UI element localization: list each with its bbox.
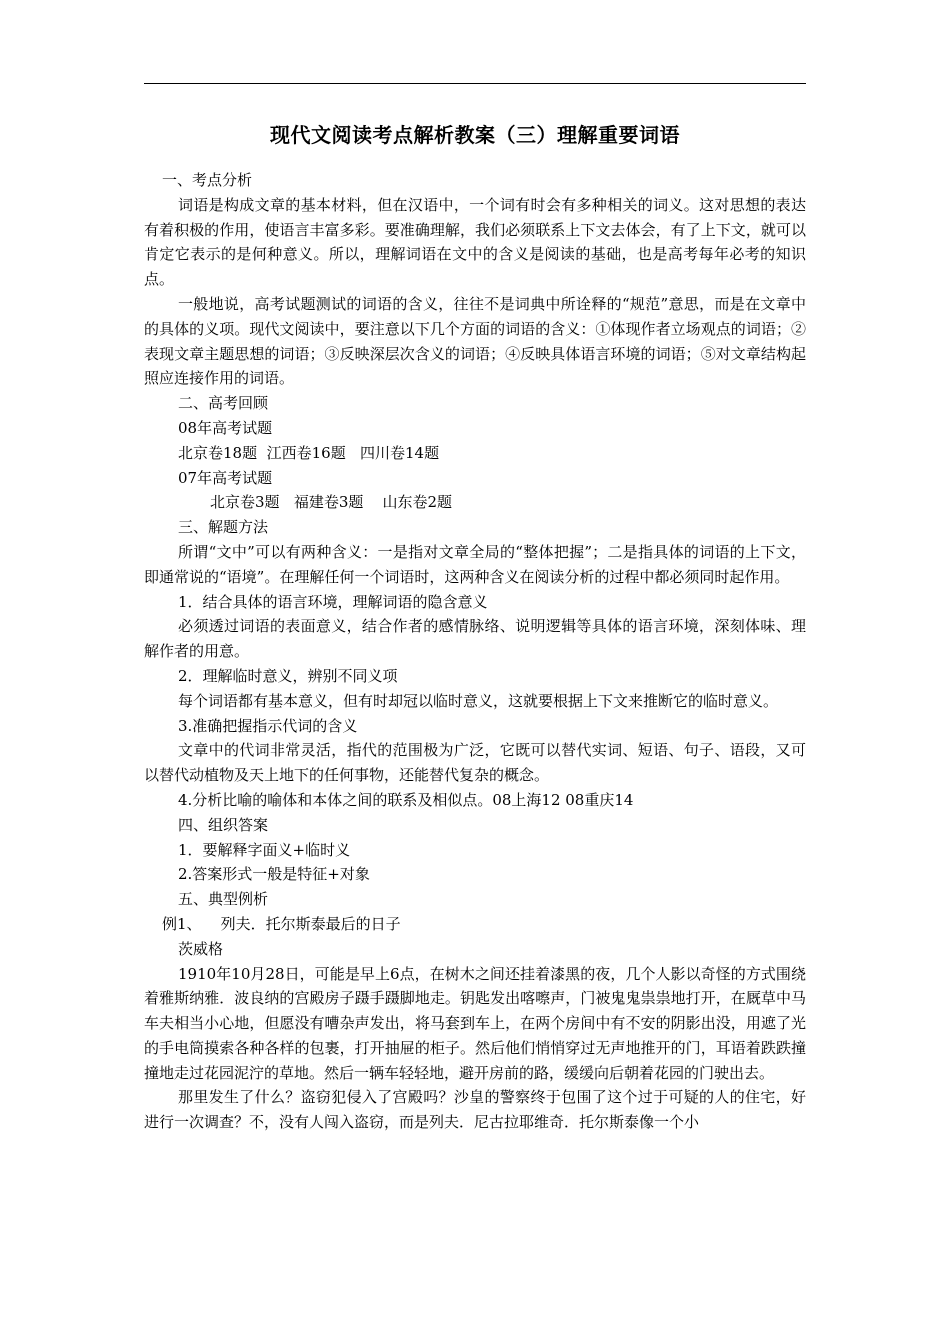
paragraph: 那里发生了什么？盗窃犯侵入了宫殿吗？沙皇的警察终于包围了这个过于可疑的人的住宅，好进行一次调查？不，没有人闯入盗窃，而是列夫．尼古拉耶维奇．托尔斯泰像一个小 — [144, 1088, 806, 1132]
paragraph: 文章中的代词非常灵活，指代的范围极为广泛，它既可以替代实词、短语、句子、语段，又可以替代动植物及天上地下的任何事物，还能替代复杂的概念。 — [144, 741, 806, 785]
section-heading-answer: 四、组织答案 — [178, 815, 269, 834]
paragraph: 所谓“文中”可以有两种含义：一是指对文章全局的“整体把握”；二是指具体的词语的上下文，即通常说的“语境”。在理解任何一个词语时，这两种含义在阅读分析的过程中都必须同时起作用。 — [144, 542, 806, 586]
paragraph: 必须透过词语的表面意义，结合作者的感情脉络、说明逻辑等具体的语言环境，深刻体味、理解作者的用意。 — [144, 617, 806, 661]
list-item: 2.答案形式一般是特征+对象 — [178, 865, 370, 884]
list-item: 08年高考试题 — [178, 418, 273, 437]
paragraph: 一般地说，高考试题测试的词语的含义，往往不是词典中所诠释的“规范”意思，而是在文章中的具体的义项。现代文阅读中，要注意以下几个方面的词语的含义：①体现作者立场观点的词语；②表现文章主题思想的词语；③反映深层次含义的词语；④反映具体语言环境的词语；⑤对文章结构起照应连接作用的词语。 — [144, 294, 806, 388]
section-heading-example: 五、典型例析 — [178, 890, 269, 909]
list-item: 北京卷18题 江西卷16题 四川卷14题 — [178, 443, 440, 462]
method-heading: 2．理解临时意义，辨别不同义项 — [178, 666, 398, 685]
example-title: 例1、 列夫．托尔斯泰最后的日子 — [162, 914, 401, 933]
document-body — [144, 120, 806, 1135]
section-heading-review: 二、高考回顾 — [178, 394, 269, 413]
header-rule — [144, 83, 806, 84]
paragraph: 1910年10月28日，可能是早上6点，在树木之间还挂着漆黑的夜，几个人影以奇怪的方式围绕着雅斯纳雅．波良纳的宫殿房子蹑手蹑脚地走。钥匙发出喀嚓声，门被鬼鬼祟祟地打开，在厩草中马车夫相当小心地，但愿没有嘈杂声发出，将马套到车上，在两个房间中有不安的阴影出没，用遮了光的手电筒摸索各种各样的包裹，打开抽屉的柜子。然后他们悄悄穿过无声地推开的门，耳语着跌跌撞撞地走过花园泥泞的草地。然后一辆车轻轻地，避开房前的路，缓缓向后朝着花园的门驶出去。 — [144, 964, 806, 1082]
method-heading: 1．结合具体的语言环境，理解词语的隐含意义 — [178, 592, 488, 611]
page-title: 现代文阅读考点解析教案（三）理解重要词语 — [270, 123, 680, 147]
example-author: 茨威格 — [178, 939, 224, 958]
section-heading-analysis: 一、考点分析 — [162, 171, 253, 189]
section-heading-method: 三、解题方法 — [178, 518, 269, 537]
list-item: 北京卷3题 福建卷3题 山东卷2题 — [210, 493, 453, 512]
method-heading: 3.准确把握指示代词的含义 — [178, 716, 358, 735]
method-heading: 4.分析比喻的喻体和本体之间的联系及相似点。08上海12 08重庆14 — [178, 790, 634, 809]
paragraph: 每个词语都有基本意义，但有时却冠以临时意义，这就要根据上下文来推断它的临时意义。 — [178, 691, 779, 710]
paragraph: 词语是构成文章的基本材料，但在汉语中，一个词有时会有多种相关的词义。这对思想的表达有着积极的作用，使语言丰富多彩。要准确理解，我们必须联系上下文去体会，有了上下文，就可以肯定它表示的是何种意义。所以，理解词语在文中的含义是阅读的基础，也是高考每年必考的知识点。 — [144, 195, 806, 289]
list-item: 07年高考试题 — [178, 468, 273, 487]
list-item: 1．要解释字面义+临时义 — [178, 840, 351, 859]
